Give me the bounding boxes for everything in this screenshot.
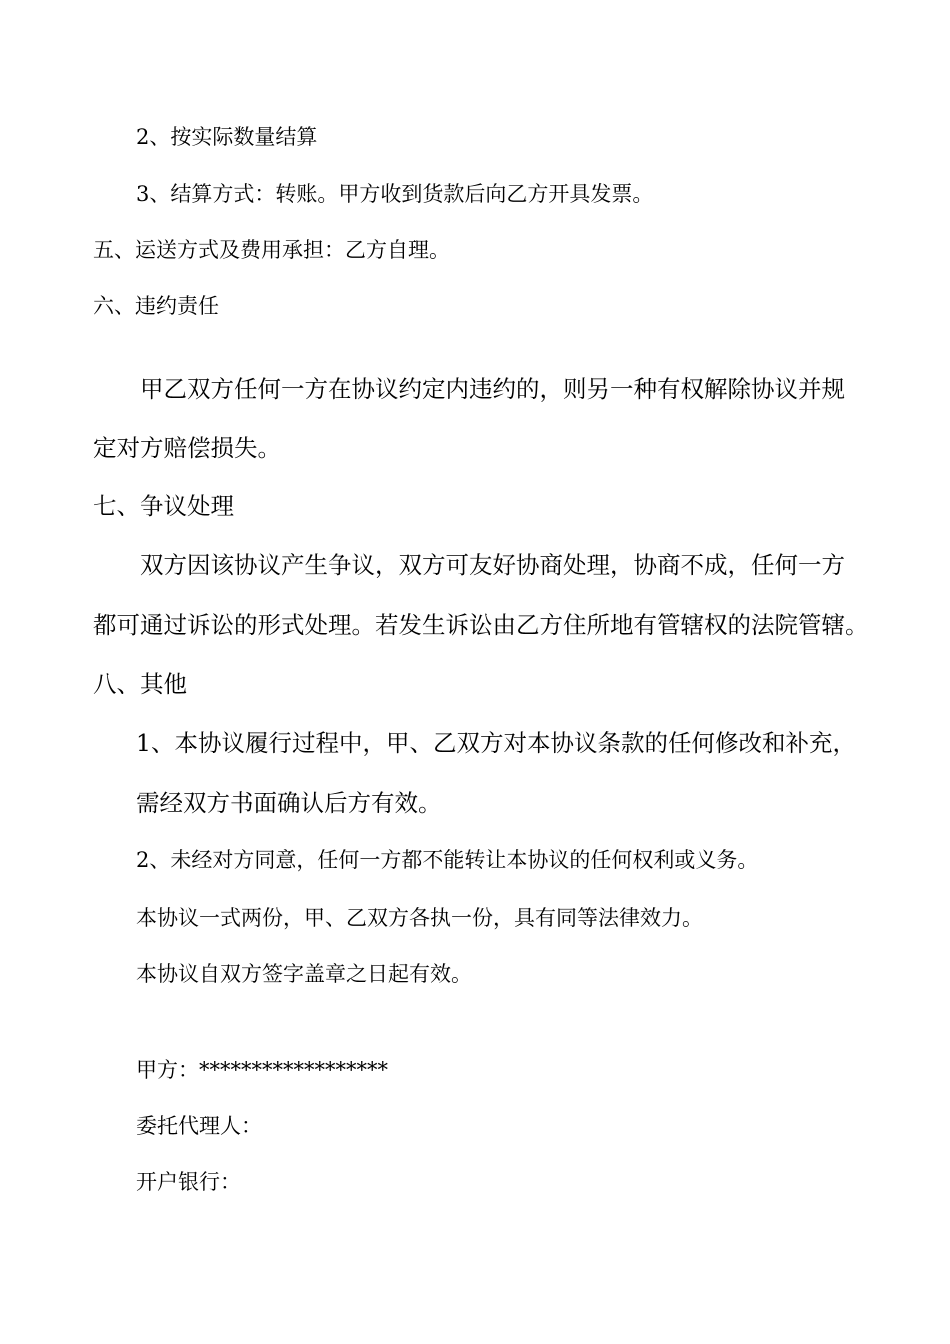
section8-item2: 2、未经对方同意，任何一方都不能转让本协议的任何权利或义务。 bbox=[136, 848, 759, 872]
section7-paragraph-line2: 都可通过诉讼的形式处理。若发生诉讼由乙方住所地有管辖权的法院管辖。 bbox=[93, 611, 869, 639]
section8-heading: 八、其他 bbox=[93, 670, 187, 698]
section8-item1-line1: 1、本协议履行过程中，甲、乙双方对本协议条款的任何修改和补充， bbox=[136, 729, 856, 757]
section6-heading: 六、违约责任 bbox=[93, 294, 219, 318]
signature-bank: 开户银行： bbox=[136, 1170, 241, 1194]
section4-item2: 2、按实际数量结算 bbox=[136, 125, 318, 149]
section8-item1-line2: 需经双方书面确认后方有效。 bbox=[136, 789, 442, 817]
section7-paragraph-line1: 双方因该协议产生争议，双方可友好协商处理，协商不成，任何一方 bbox=[140, 551, 845, 579]
section6-paragraph-line1: 甲乙双方任何一方在协议约定内违约的，则另一种有权解除协议并规 bbox=[140, 375, 845, 403]
closing-copies: 本协议一式两份，甲、乙双方各执一份，具有同等法律效力。 bbox=[136, 906, 703, 930]
section6-paragraph-line2: 定对方赔偿损失。 bbox=[93, 434, 281, 462]
signature-party-a: 甲方：****************** bbox=[136, 1058, 388, 1082]
section5-heading: 五、运送方式及费用承担：乙方自理。 bbox=[93, 238, 450, 262]
section4-item3: 3、结算方式：转账。甲方收到货款后向乙方开具发票。 bbox=[136, 182, 654, 206]
section7-heading: 七、争议处理 bbox=[93, 492, 234, 520]
signature-agent: 委托代理人： bbox=[136, 1114, 262, 1138]
closing-effective: 本协议自双方签字盖章之日起有效。 bbox=[136, 962, 472, 986]
